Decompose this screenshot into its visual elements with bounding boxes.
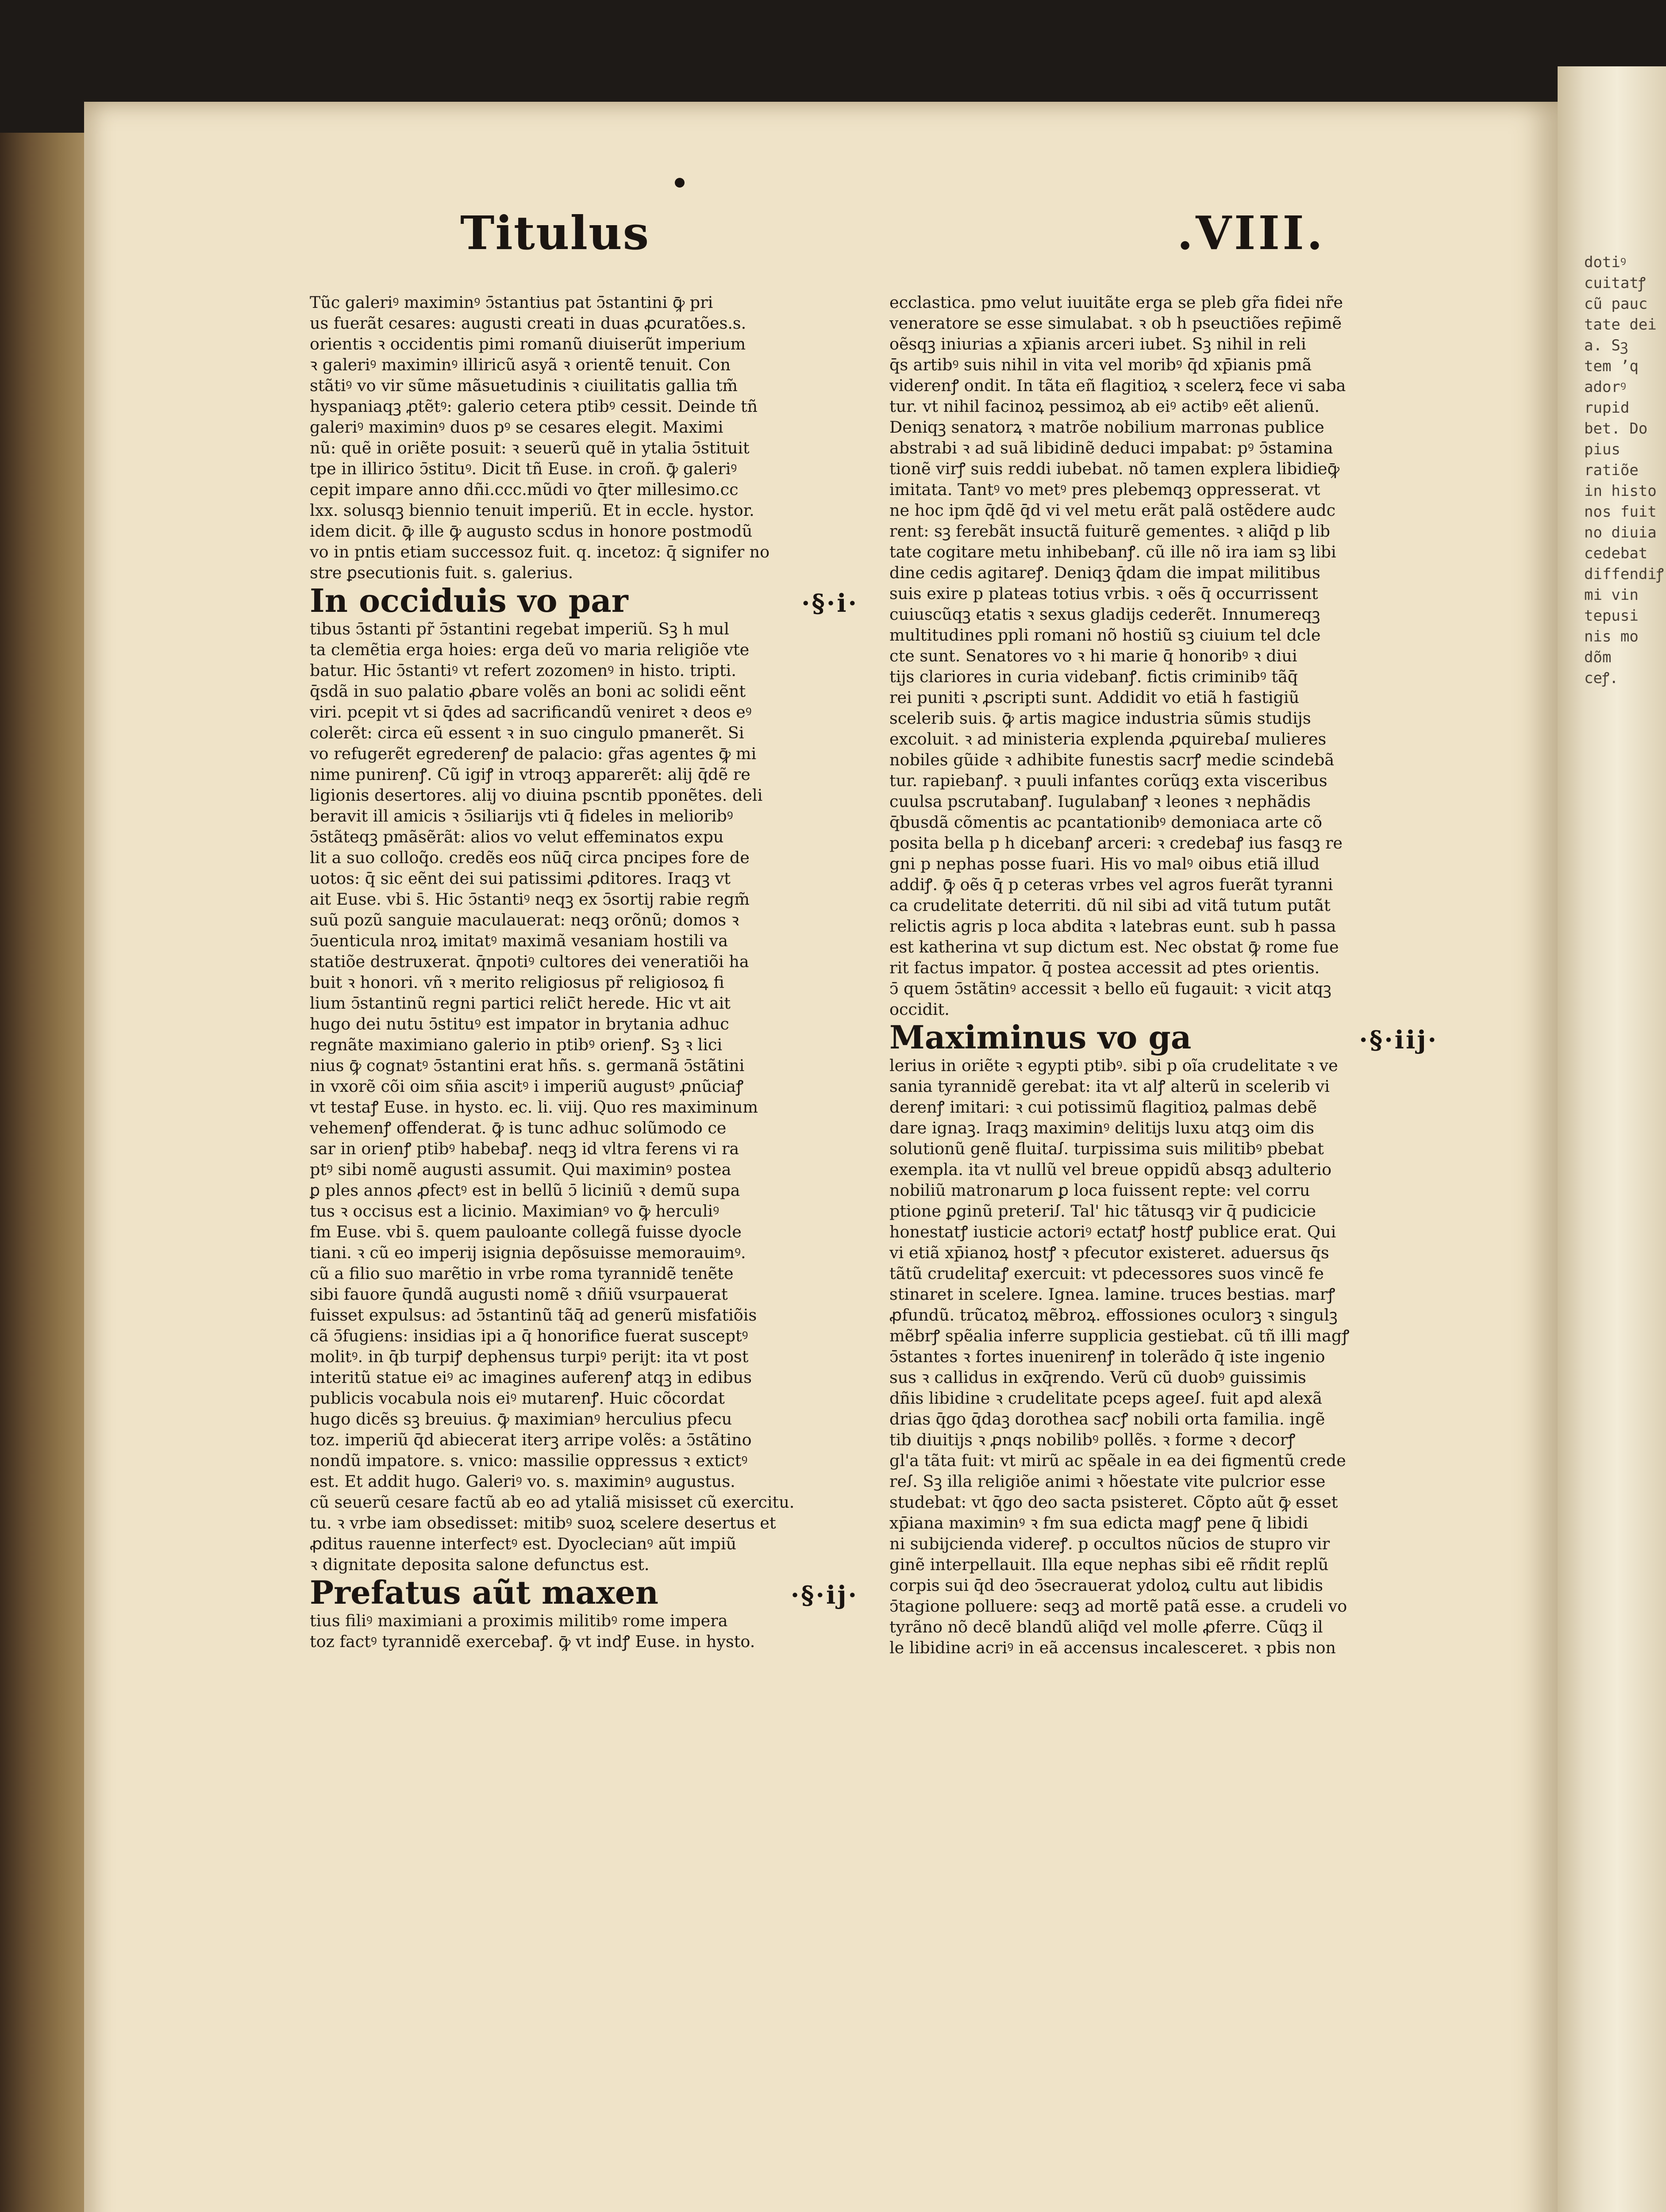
text-line: gni p nephas posse fuari. His vo malꝰ oibus etiã illud [889,854,1320,873]
text-line: imitata. Tantꝰ vo metꝰ pres plebemqꝫ oppresserat. vt [889,480,1320,499]
text-line: studebat: vt q̄go deo sacta psisteret. Cõpto aũt ꝙ̄ esset [889,1493,1338,1512]
text-line: tu. ꝛ vrbe iam obsedisset: mitibꝰ suoꝝ scelere desertus et [310,1513,776,1532]
text-line: dare ignaꝫ. Iraqꝫ maximinꝰ delitijs luxu atqꝫ oim dis [889,1118,1315,1137]
text-line: lium ↄ̄stantinũ regni partici relic̄t herede. Hic vt ait [310,994,731,1013]
text-line: suũ pozũ sanguie maculauerat: neqꝫ orõnũ; domos ꝛ [310,910,739,929]
text-line: stãtiꝰ vo vir sũme mãsuetudinis ꝛ ciuilitatis gallia tm̃ [310,376,738,395]
text-line: vi etiã xp̄ianoꝝ hostꝭ ꝛ pfecutor existeret. aduersus q̄s [889,1243,1329,1262]
text-line: tur. rapiebanꝭ. ꝛ puuli infantes corũqꝫ exta visceribus [889,771,1327,790]
text-line: exempla. ita vt nullũ vel breue oppidũ absqꝫ adulterio [889,1160,1332,1179]
left-paragraph-2 [310,618,867,1575]
text-line: ↄ̄uenticula nroꝝ imitatꝰ maximã vesaniam hostili va [310,931,728,950]
text-line: viri. pcepit vt si q̄des ad sacrificandũ veniret ꝛ deos eꝰ [310,703,752,722]
text-line: ꝓfundũ. trũcatoꝝ mẽbroꝝ. effossiones oculorꝫ ꝛ singulꝫ [889,1306,1338,1325]
left-text-column [310,292,867,1652]
text-line: nũ: quẽ in oriẽte posuit: ꝛ seuerũ quẽ in ytalia ↄ̄stituit [310,438,750,457]
text-line: ca crudelitate deterriti. dũ nil sibi ad vitã tutum putãt [889,896,1331,915]
text-line: lerius in oriẽte ꝛ egypti ptibꝰ. sibi p oĩa crudelitate ꝛ ve [889,1056,1338,1075]
text-line: vt testaꝭ Euse. in hysto. ec. li. viij. Quo res maximinum [310,1098,758,1117]
right-text-column [889,292,1447,1658]
text-line: addiꝭ. ꝙ̄ oẽs q̄ p ceteras vrbes vel agros fuerãt tyranni [889,875,1333,894]
text-line: viderenꝭ ondit. In tãta eñ flagitioꝝ ꝛ scelerꝝ fece vi saba [889,376,1346,395]
text-line: dñis libidine ꝛ crudelitate pceps ageeꭍ. fuit apd alexã [889,1389,1323,1408]
text-line: idem dicit. ꝙ̄ ille ꝙ̄ augusto scdus in honore postmodũ [310,522,753,541]
text-line: beravit ill amicis ꝛ ↄ̄siliarijs vti q̄ fideles in melioribꝰ [310,806,733,826]
text-line: hyspaniaqꝫ ꝓtẽtꝰ: galerio cetera ptibꝰ cessit. Deinde tñ [310,397,758,416]
ink-dot-mark [675,178,685,188]
text-line: cũ seuerũ cesare factũ ab eo ad ytaliã misisset cũ exercitu. [310,1493,795,1512]
text-line: est. Et addit hugo. Galeriꝰ vo. s. maximinꝰ augustus. [310,1472,735,1491]
text-line: solutionũ genẽ fluitaꭍ. turpissima suis militibꝰ pbebat [889,1139,1324,1158]
text-line: ni subijcienda videreꝭ. p occultos nũcios de stupro vir [889,1534,1330,1553]
left-paragraph-3 [310,1610,867,1652]
text-line: tur. vt nihil facinoꝝ pessimoꝝ ab eiꝰ actibꝰ eẽt alienũ. [889,397,1320,416]
text-line: hugo dicẽs sꝫ breuius. ꝙ̄ maximianꝰ herculius pfecu [310,1409,732,1429]
text-line: cepit impare anno dñi.ccc.mũdi vo q̄ter millesimo.cc [310,480,739,499]
text-line: cũ a filio suo marẽtio in vrbe roma tyrannidẽ tenẽte [310,1264,734,1283]
text-line: ptꝰ sibi nomẽ augusti assumit. Qui maximinꝰ postea [310,1160,731,1179]
text-line: relictis agris p loca abdita ꝛ latebras eunt. sub h passa [889,917,1336,936]
text-line: nius ꝙ̄ cognatꝰ ↄ̄stantini erat hñs. s. germanã ↄ̄stãtini [310,1056,745,1075]
text-line: ↄ̄tagione polluere: seqꝫ ad mortẽ patã esse. a crudeli vo [889,1597,1347,1616]
text-line: tyrãno nõ decẽ blandũ aliq̄d vel molle ꝓferre. Cũqꝫ il [889,1617,1323,1636]
text-line: toz. imperiũ q̄d abiecerat iterꝫ arripe volẽs: a ↄ̄stãtino [310,1430,752,1449]
text-line: statiõe destruxerat. q̄npotiꝰ cultores dei veneratiõi ha [310,952,749,971]
text-line: ta clemẽtia erga hoies: erga deũ vo maria religiõe vte [310,640,750,659]
text-line: galeriꝰ maximinꝰ duos pꝰ se cesares elegit. Maximi [310,418,723,437]
text-line: tãtũ crudelitaꝭ exercuit: vt pdecessores suos vincẽ fe [889,1264,1324,1283]
text-line: excoluit. ꝛ ad ministeria explenda ꝓquirebaꭍ mulieres [889,730,1327,749]
text-line: cuulsa pscrutabanꝭ. Iugulabanꝭ ꝛ leones ꝛ nephãdis [889,792,1311,811]
text-line: sar in orienꝭ ptibꝰ habebaꝭ. neqꝫ id vltra ferens vi ra [310,1139,739,1158]
text-line: molitꝰ. in q̄b turpiꝭ dephensus turpiꝰ perijt: ita vt post [310,1347,749,1366]
text-line: est katherina vt sup dictum est. Nec obstat ꝙ̄ rome fue [889,937,1339,956]
text-line: vehemenꝭ offenderat. ꝙ̄ is tunc adhuc solũmodo ce [310,1118,727,1137]
text-line: ptione ꝑginũ preteriꭍ. Tal' hic tãtusqꝫ vir q̄ pudicicie [889,1202,1316,1221]
text-line: nime punirenꝭ. Cũ igiꝭ in vtroqꝫ apparerẽt: alij q̄dẽ re [310,765,750,784]
facing-page-bleed-text: dotiꝰ cuitatꝭ cũ pauc tate dei a. Sꝫ tem ʼq adorꝰ rupid bet. Do pius ratiõe in histo nos fuit no diuia cedebat diffendiꝭ mi vin tepusi nis mo dõm ceꝭ. [1584,253,1664,687]
text-line: tijs clariores in curia videbanꝭ. fictis criminibꝰ tãq̄ [889,667,1298,686]
text-line: oẽsqꝫ iniurias a xp̄ianis arceri iubet. Sꝫ nihil in reli [889,334,1306,353]
text-line: derenꝭ imitari: ꝛ cui potissimũ flagitioꝝ palmas debẽ [889,1098,1317,1117]
text-line: batur. Hic ↄ̄stantiꝰ vt refert zozomenꝰ in histo. tripti. [310,661,736,680]
text-line: cuiuscũqꝫ etatis ꝛ sexus gladijs cederẽt. Innumereqꝫ [889,605,1320,624]
section-heading-iii-title: Maximinus vo ga [889,1018,1192,1056]
text-line: mẽbrꝭ spẽalia inferre supplicia gestiebat. cũ tñ illi magꝭ [889,1326,1350,1345]
right-paragraph-1 [889,292,1447,1020]
text-line: regnãte maximiano galerio in ptibꝰ orienꝭ. Sꝫ ꝛ lici [310,1035,723,1054]
text-line: sania tyrannidẽ gerebat: ita vt alꝭ alterũ in scelerib vi [889,1077,1330,1096]
text-line: colerẽt: circa eũ essent ꝛ in suo cingulo pmanerẽt. Si [310,723,744,742]
left-paragraph-1 [310,292,867,583]
text-line: drias q̄go q̄daꝫ dorothea sacꝭ nobili orta familia. ingẽ [889,1409,1325,1429]
text-line: ↄ̄stantes ꝛ fortes inuenirenꝭ in tolerãdo q̄ iste ingenio [889,1347,1325,1366]
text-line: rei puniti ꝛ ꝓscripti sunt. Addidit vo etiã h fastigiũ [889,688,1300,707]
text-line: scelerib suis. ꝙ̄ artis magice industria sũmis studijs [889,709,1311,728]
text-line: nondũ impatore. s. vnico: massilie oppressus ꝛ extictꝰ [310,1451,748,1470]
text-line: ait Euse. vbi s̄. Hic ↄ̄stantiꝰ neqꝫ ex ↄ̄sortij rabie regm̃ [310,890,750,909]
section-heading-ii-title: Prefatus aũt maxen [310,1574,658,1611]
text-line: tiani. ꝛ cũ eo imperij isignia depõsuisse memorauimꝰ. [310,1243,746,1262]
text-line: honestatꝭ iusticie actoriꝰ ectatꝭ hostꝭ publice erat. Qui [889,1222,1336,1241]
text-line: in vxorẽ cõi oim sñia ascitꝰ i imperiũ augustꝰ ꝓnũciaꝭ [310,1077,744,1096]
text-line: le libidine acriꝰ in eã accensus incalesceret. ꝛ pbis non [889,1638,1336,1657]
text-line: orientis ꝛ occidentis pimi romanũ diuiserũt imperium [310,334,746,353]
text-line: us fuerãt cesares: augusti creati in duas ꝓcuratões.s. [310,314,746,333]
text-line: buit ꝛ honori. vñ ꝛ merito religiosus pr̃ religiosoꝝ fi [310,973,724,992]
text-line: sibi fauore q̄undã augusti nomẽ ꝛ dñiũ vsurpauerat [310,1285,728,1304]
text-line: publicis vocabula nois eiꝰ mutarenꝭ. Huic cõcordat [310,1389,725,1408]
section-mark-i: ·§·i· [801,589,858,618]
text-line: stinaret in scelere. Ignea. lamine. truces bestias. marꝭ [889,1285,1335,1304]
text-line: nobiliũ matronarum ꝑ loca fuissent repte: vel corru [889,1181,1310,1200]
facing-page-stack [1558,66,1666,2212]
text-line: ꝓditus rauenne interfectꝰ est. Dyoclecianꝰ aũt impiũ [310,1534,737,1553]
text-line: tib diuitijs ꝛ ꝓnqs nobilibꝰ pollẽs. ꝛ forme ꝛ decorꝭ [889,1430,1296,1449]
right-paragraph-2 [889,1055,1447,1658]
text-line: Tũc galeriꝰ maximinꝰ ↄ̄stantius pat ↄ̄stantini ꝙ̄ pri [310,293,713,312]
section-mark-iii: ·§·iij· [1359,1025,1438,1055]
text-line: rit factus impator. q̄ postea accessit ad ptes orientis. [889,958,1320,977]
text-line: occidit. [889,1000,950,1019]
text-line: lxx. solusqꝫ biennio tenuit imperiũ. Et in eccle. hystor. [310,501,754,520]
text-line: ecclastica. pmo velut iuuitãte erga se pleb gr̃a fidei nr̃e [889,293,1343,312]
text-line: gl'a tãta fuit: vt mirũ ac spẽale in ea dei figmentũ crede [889,1451,1346,1470]
text-line: toz factꝰ tyrannidẽ exercebaꝭ. ꝙ̄ vt indꝭ Euse. in hysto. [310,1632,755,1651]
text-line: nobiles gũide ꝛ adhibite funestis sacrꝭ medie scindebã [889,750,1335,769]
text-line: tionẽ virꝭ suis reddi iubebat. nõ tamen explera libidieꝙ̄ [889,459,1340,478]
text-line: hugo dei nutu ↄ̄stituꝰ est impator in brytania adhuc [310,1014,729,1033]
text-line: ↄ̄stãteqꝫ pmãsẽrãt: alios vo velut effeminatos expu [310,827,724,846]
text-line: ꝛ galeriꝰ maximinꝰ illiricũ asyã ꝛ orientẽ tenuit. Con [310,355,731,374]
text-line: multitudines ppli romani nõ hostiũ sꝫ ciuium tel dcle [889,626,1321,645]
section-mark-ii: ·§·ij· [790,1581,858,1610]
section-heading-i [310,583,867,618]
text-line: ne hoc ipm q̄dẽ q̄d vi vel metu erãt palã ostẽdere audc [889,501,1336,520]
text-line: corpis sui q̄d deo ↄ̄secrauerat ydoloꝝ cultu aut libidis [889,1576,1324,1595]
text-line: vo refugerẽt egrederenꝭ de palacio: gr̃as agentes ꝙ̄ mi [310,744,757,763]
text-line: sus ꝛ callidus in exq̄rendo. Verũ cũ duobꝰ guissimis [889,1368,1306,1387]
text-line: cte sunt. Senatores vo ꝛ hi marie q̄ honoribꝰ ꝛ diui [889,646,1297,665]
text-line: tus ꝛ occisus est a licinio. Maximianꝰ vo ꝙ̄ herculiꝰ [310,1202,719,1221]
text-line: tius filiꝰ maximiani a proximis militibꝰ rome impera [310,1611,728,1630]
book-left-page-edge [0,133,84,2212]
text-line: ꝛ dignitate deposita salone defunctus est. [310,1555,650,1574]
text-line: veneratore se esse simulabat. ꝛ ob h pseuctiões rep̄imẽ [889,314,1342,333]
text-line: fuisset expulsus: ad ↄ̄stantinũ tãq̄ ad generũ misfatiõis [310,1306,757,1325]
text-line: fm Euse. vbi s̄. quem pauloante collegã fuisse dyocle [310,1222,742,1241]
text-line: rent: sꝫ ferebãt insuctã fuiturẽ gementes. ꝛ aliq̄d p lib [889,522,1330,541]
text-line: q̄s artibꝰ suis nihil in vita vel moribꝰ q̄d xp̄ianis pmã [889,355,1312,374]
text-line: q̄sdã in suo palatio ꝓbare volẽs an boni ac solidi eẽnt [310,682,746,701]
text-line: Deniqꝫ senatorꝝ ꝛ matrõe nobilium marronas publice [889,418,1324,437]
running-head-chapter: .VIII. [1177,206,1326,260]
text-line: ↄ̄ quem ↄ̄stãtinꝰ accessit ꝛ bello eũ fugauit: ꝛ vicit atqꝫ [889,979,1331,998]
text-line: stre ꝑsecutionis fuit. s. galerius. [310,563,573,582]
section-heading-ii [310,1575,867,1610]
text-line: xp̄iana maximinꝰ ꝛ fm sua edicta magꝭ pene q̄ libidi [889,1513,1308,1532]
text-line: ginẽ interpellauit. Illa eque nephas sibi eẽ rñdit replũ [889,1555,1329,1574]
text-line: reꭍ. Sꝫ illa religiõe animi ꝛ hõestate vite pulcrior esse [889,1472,1326,1491]
text-line: dine cedis agitareꝭ. Deniqꝫ q̄dam die impat militibus [889,563,1320,582]
text-line: interitũ statue eiꝰ ac imagines auferenꝭ atqꝫ in edibus [310,1368,752,1387]
running-head-titulus: Titulus [460,206,650,260]
text-line: tate cogitare metu inhibebanꝭ. cũ ille nõ ira iam sꝫ libi [889,542,1336,561]
text-line: vo in pntis etiam successoz fuit. q. incetoz: q̄ signifer no [310,542,770,561]
section-heading-iii [889,1020,1447,1055]
text-line: uotos: q̄ sic eẽnt dei sui patissimi ꝓditores. Iraqꝫ vt [310,869,731,888]
text-line: tpe in illirico ↄ̄stituꝰ. Dicit tñ Euse. in croñ. ꝙ̄ galeriꝰ [310,459,737,478]
text-line: cã ↄ̄fugiens: insidias ipi a q̄ honorifice fuerat susceptꝰ [310,1326,748,1345]
text-line: ligionis desertores. alij vo diuina pscntib pponẽtes. deli [310,786,763,805]
text-line: abstrabi ꝛ ad suã libidinẽ deduci impabat: pꝰ ↄ̄stamina [889,438,1333,457]
text-line: ꝑ ples annos ꝓfectꝰ est in bellũ ↄ̄ liciniũ ꝛ demũ supa [310,1181,740,1200]
text-line: posita bella p h dicebanꝭ arceri: ꝛ credebaꝭ ius fasqꝫ re [889,833,1343,853]
text-line: q̄busdã cõmentis ac pcantationibꝰ demoniaca arte cõ [889,813,1323,832]
text-line: lit a suo colloq̃o. credẽs eos nũq̄ circa pncipes fore de [310,848,750,867]
section-heading-i-title: In occiduis vo par [310,582,628,619]
text-line: suis exire p plateas totius vrbis. ꝛ oẽs q̄ occurrissent [889,584,1318,603]
text-line: tibus ↄ̄stanti pr̃ ↄ̄stantini regebat imperiũ. Sꝫ h mul [310,619,729,638]
